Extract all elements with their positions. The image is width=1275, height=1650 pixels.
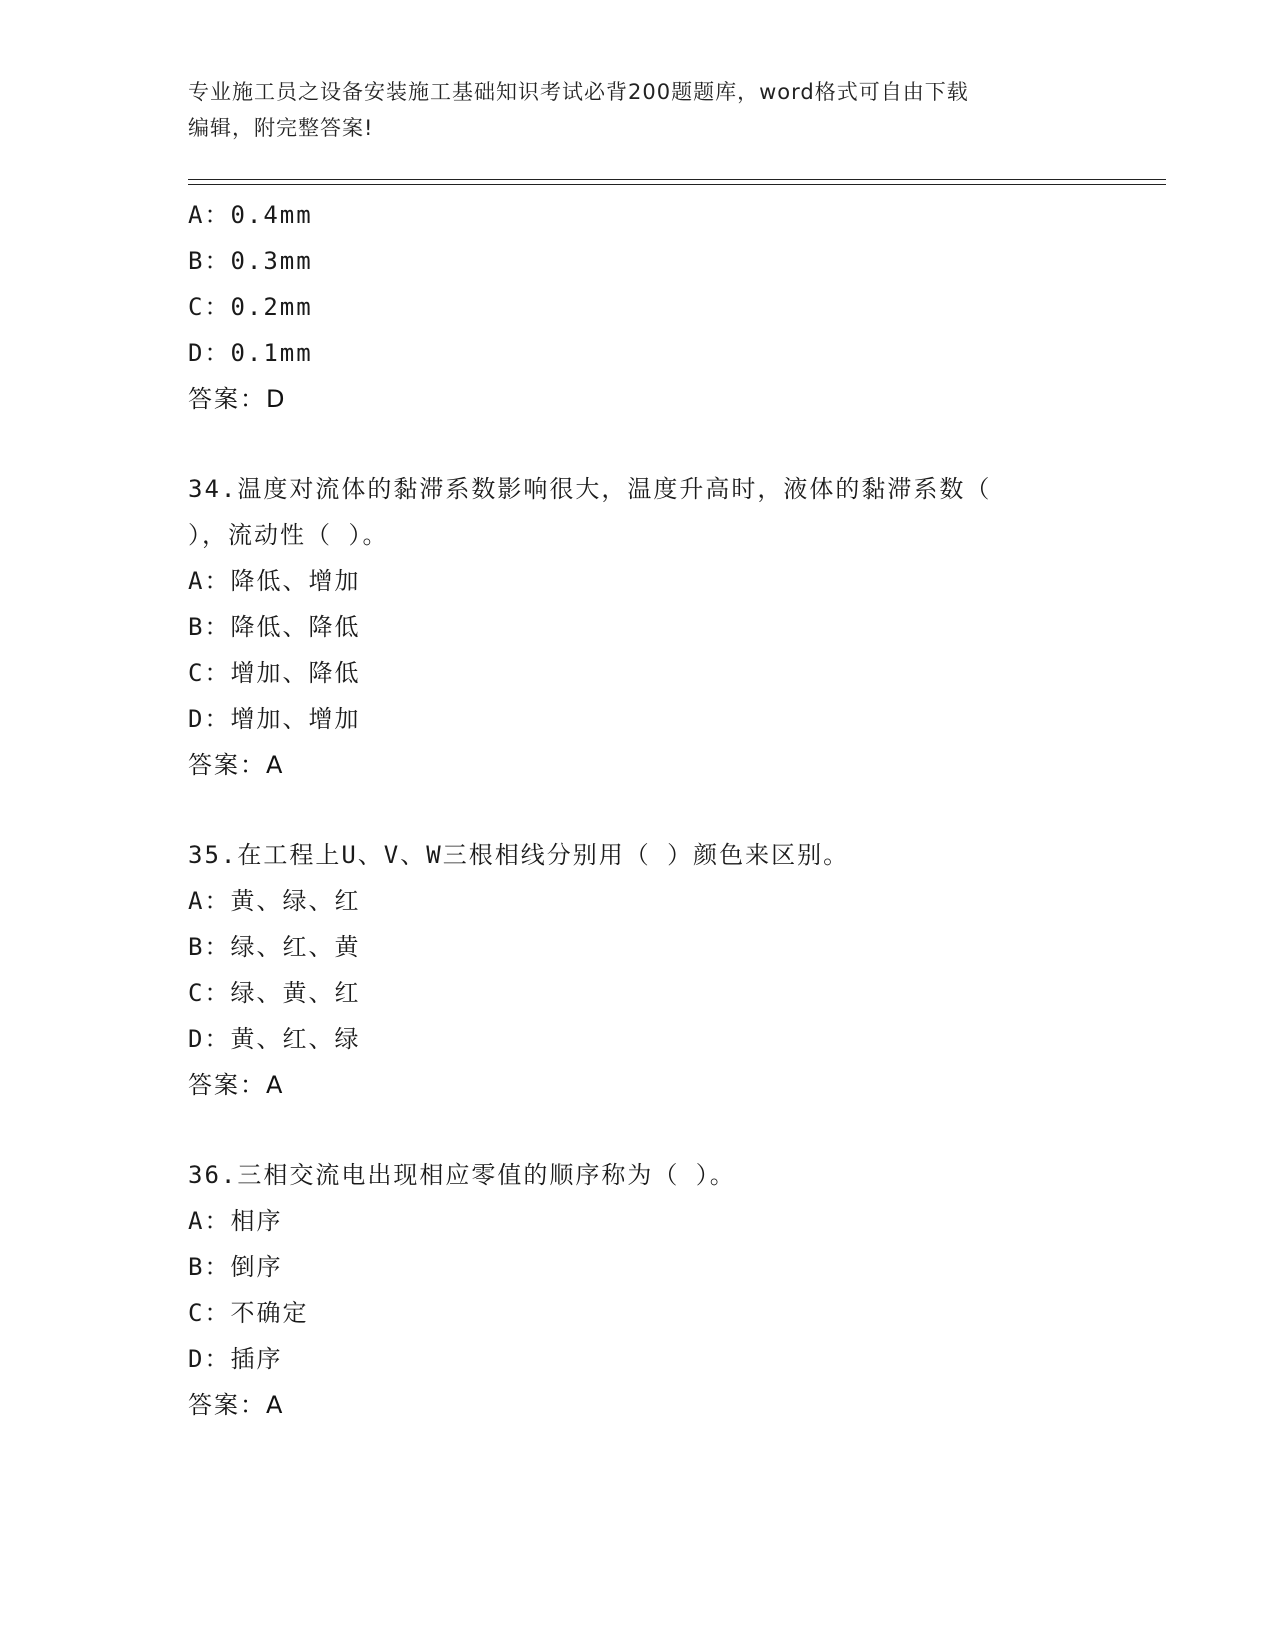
q34-option-d: D：增加、增加 xyxy=(188,705,361,733)
question-spacer xyxy=(188,422,1088,466)
q34-option-c: C：增加、降低 xyxy=(188,659,361,687)
q33-option-d: D：0.1mm xyxy=(188,339,313,367)
q34-stem-line-2: ），流动性（ ）。 xyxy=(188,521,389,549)
q36-option-d: D：插序 xyxy=(188,1345,283,1373)
q33-option-a: A：0.4mm xyxy=(188,201,313,229)
question-33-block xyxy=(188,192,1088,422)
q35-answer: 答案：A xyxy=(188,1071,285,1099)
q34-option-a: A：降低、增加 xyxy=(188,567,361,595)
question-spacer xyxy=(188,1108,1088,1152)
q34-answer: 答案：A xyxy=(188,751,285,779)
header-title-line-1: 专业施工员之设备安装施工基础知识考试必背200题题库，word格式可自由下载 xyxy=(188,80,969,104)
q33-answer: 答案：D xyxy=(188,385,287,413)
q35-option-c: C：绿、黄、红 xyxy=(188,979,361,1007)
q36-option-a: A：相序 xyxy=(188,1207,283,1235)
q33-option-b: B：0.3mm xyxy=(188,247,313,275)
q35-option-a: A：黄、绿、红 xyxy=(188,887,361,915)
q36-stem: 36.三相交流电出现相应零值的顺序称为（ ）。 xyxy=(188,1161,736,1189)
q36-option-c: C：不确定 xyxy=(188,1299,309,1327)
question-36-block xyxy=(188,1152,1088,1428)
q34-option-b: B：降低、降低 xyxy=(188,613,361,641)
document-header xyxy=(188,74,1088,146)
question-35-block xyxy=(188,832,1088,1108)
header-divider-bottom xyxy=(188,184,1166,185)
q35-option-b: B：绿、红、黄 xyxy=(188,933,361,961)
q35-option-d: D：黄、红、绿 xyxy=(188,1025,361,1053)
question-list xyxy=(188,192,1088,1428)
header-title-line-2: 编辑，附完整答案! xyxy=(188,116,374,140)
q36-answer: 答案：A xyxy=(188,1391,285,1419)
q36-option-b: B：倒序 xyxy=(188,1253,283,1281)
q33-option-c: C：0.2mm xyxy=(188,293,313,321)
q34-stem-line-1: 34.温度对流体的黏滞系数影响很大，温度升高时，液体的黏滞系数（ xyxy=(188,475,992,503)
q35-stem: 35.在工程上U、V、W三根相线分别用（ ）颜色来区别。 xyxy=(188,841,850,869)
question-spacer xyxy=(188,788,1088,832)
header-divider-top xyxy=(188,179,1166,180)
question-34-block xyxy=(188,466,1088,788)
